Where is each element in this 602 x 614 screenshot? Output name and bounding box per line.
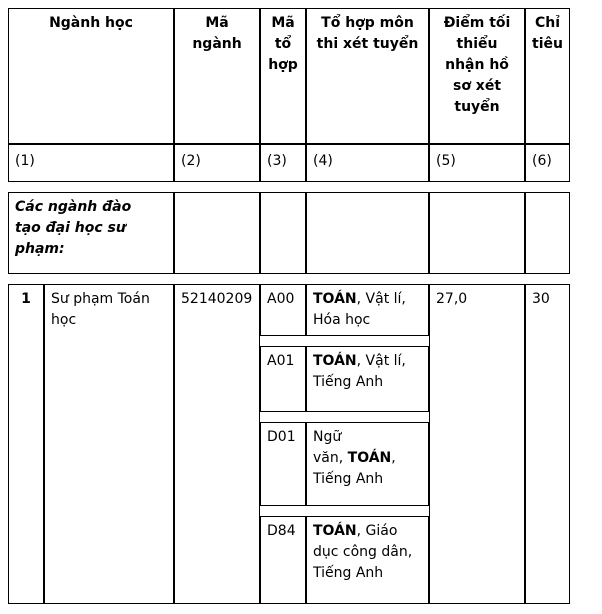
combo-code-cell: A00 [260,284,306,336]
header-cell-ma-nganh: Mã ngành [174,8,260,144]
header-cell-diem-toi-thieu: Điểm tối thiểu nhận hồ sơ xét tuyển [429,8,525,144]
header-cell-ma-to-hop: Mã tổ hợp [260,8,306,144]
index-cell-1: (1) [8,144,174,182]
subject-text: , Giáo dục công dân, Tiếng Anh [313,523,413,581]
subject-bold: TOÁN [313,291,357,307]
subject-text: Ngữ văn, [313,429,344,466]
min-score-cell: 27,0 [429,284,525,604]
admissions-header-table [8,8,570,182]
index-cell-6: (6) [525,144,570,182]
header-row [8,8,570,144]
subject-text: , Vật lí, Tiếng Anh [313,353,406,390]
combo-subjects-cell [306,346,429,412]
document-page [0,8,602,606]
admissions-document [8,8,570,614]
subject-text: , Vật lí, Hóa học [313,291,406,328]
section-heading-table [8,192,570,274]
subject-bold: TOÁN [347,450,392,466]
empty-cell [525,192,570,274]
combo-code-cell: D84 [260,516,306,604]
combo-code-cell: A01 [260,346,306,412]
major-name-cell: Sư phạm Toán học [44,284,174,604]
section-heading-cell: Các ngành đào tạo đại học sư phạm: [8,192,174,274]
empty-cell [306,192,429,274]
program-table [8,274,570,614]
index-cell-3: (3) [260,144,306,182]
combo-subjects-cell [306,516,429,604]
index-cell-5: (5) [429,144,525,182]
index-cell-2: (2) [174,144,260,182]
empty-cell [174,192,260,274]
empty-cell [260,192,306,274]
program-table-body [8,284,570,604]
subject-bold: TOÁN [313,523,357,539]
subject-bold: TOÁN [313,353,357,369]
index-row [8,144,570,182]
subject-text: , Tiếng Anh [313,450,396,487]
header-cell-nganh-hoc: Ngành học [8,8,174,144]
empty-cell [429,192,525,274]
header-cell-chi-tieu: Chỉ tiêu [525,8,570,144]
index-cell-4: (4) [306,144,429,182]
row-number-cell: 1 [8,284,44,604]
section-heading-row [8,192,570,274]
combo-subjects-cell [306,284,429,336]
quota-cell: 30 [525,284,570,604]
header-cell-to-hop-mon: Tổ hợp môn thi xét tuyển [306,8,429,144]
major-code-cell: 52140209 [174,284,260,604]
combo-subjects-cell [306,422,429,506]
combo-row [8,284,570,336]
combo-code-cell: D01 [260,422,306,506]
